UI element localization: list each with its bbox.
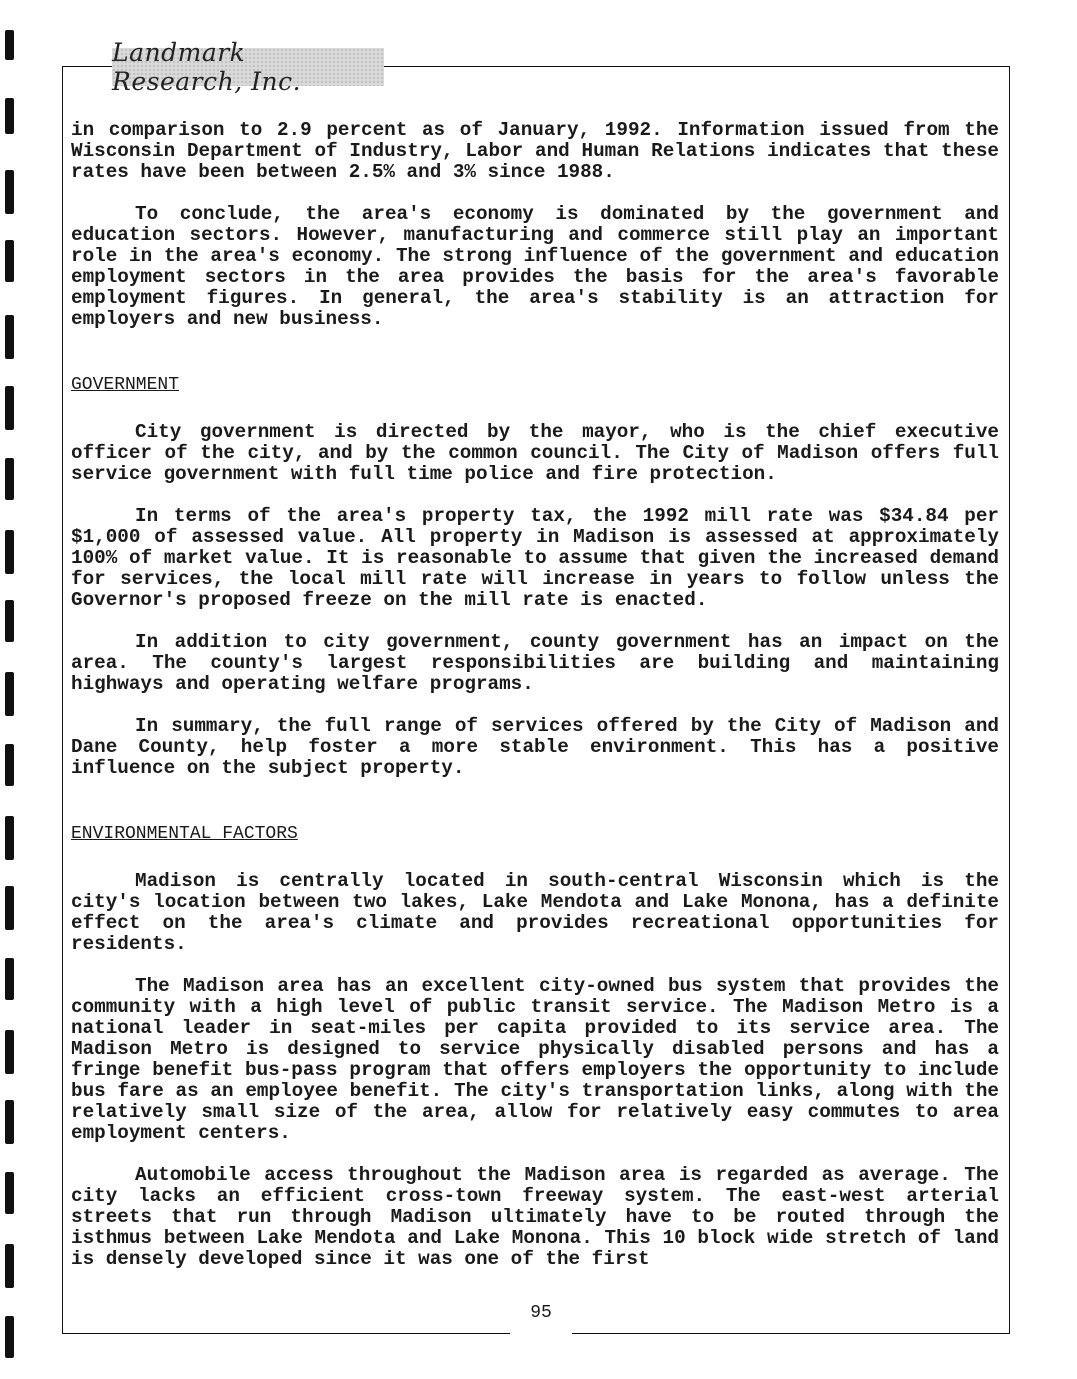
government-heading: GOVERNMENT — [71, 375, 180, 395]
company-logo-text: Landmark Research, Inc. — [112, 38, 302, 96]
government-paragraph-3: In addition to city government, county government has an impact on the area. The county's largest responsibilities are building and maintaining highways and operating welfare programs. — [71, 631, 999, 695]
government-paragraph-1: City government is directed by the mayor, who is the chief executive officer of the city, and by the common council. The City of Madison offers full service government with full time police and fire protection. — [71, 421, 999, 485]
government-paragraph-2: In terms of the area's property tax, the 1992 mill rate was $34.84 per $1,000 of assessed value. All property in Madison is assessed at approximately 100% of market value. It is reasonable to assume that given the increased demand for services, the local mill rate will increase in years to follow unless the Governor's proposed freeze on the mill rate is enacted. — [71, 505, 999, 611]
environmental-heading: ENVIRONMENTAL FACTORS — [71, 824, 298, 844]
page-number: 95 — [530, 1303, 552, 1323]
binder-holes — [0, 0, 20, 1379]
environmental-paragraph-2: The Madison area has an excellent city-owned bus system that provides the community with a high level of public transit service. The Madison Metro is a national leader in seat-miles per capita provided to its service area. The Madison Metro is designed to service physically disabled persons and has a fringe benefit bus-pass program that offers employers the opportunity to include bus fare as an employee benefit. The city's transportation links, along with the relatively small size of the area, allow for relatively easy commutes to area employment centers. — [71, 975, 999, 1144]
page-body — [71, 120, 999, 1291]
government-paragraph-4: In summary, the full range of services offered by the City of Madison and Dane County, help foster a more stable environment. This has a positive influence on the subject property. — [71, 715, 999, 779]
environmental-paragraph-3: Automobile access throughout the Madison area is regarded as average. The city lacks an efficient cross-town freeway system. The east-west arterial streets that run through Madison ultimately have to be routed through the isthmus between Lake Mendota and Lake Monona. This 10 block wide stretch of land is densely developed since it was one of the first — [71, 1164, 999, 1270]
intro-paragraph-1: in comparison to 2.9 percent as of January, 1992. Information issued from the Wisconsin Department of Industry, Labor and Human Relations indicates that these rates have been between 2.5% and 3% since 1988. — [71, 119, 999, 183]
footer-rule-left — [62, 1333, 510, 1334]
footer-rule-right — [572, 1333, 1010, 1334]
intro-paragraph-2: To conclude, the area's economy is dominated by the government and education sectors. However, manufacturing and commerce still play an important role in the area's economy. The strong influence of the government and education employment sectors in the area provides the basis for the area's favorable employment figures. In general, the area's stability is an attraction for employers and new business. — [71, 203, 999, 330]
company-logo — [112, 38, 384, 96]
environmental-paragraph-1: Madison is centrally located in south-central Wisconsin which is the city's location between two lakes, Lake Mendota and Lake Monona, has a definite effect on the area's climate and provides recreational opportunities for residents. — [71, 870, 999, 955]
